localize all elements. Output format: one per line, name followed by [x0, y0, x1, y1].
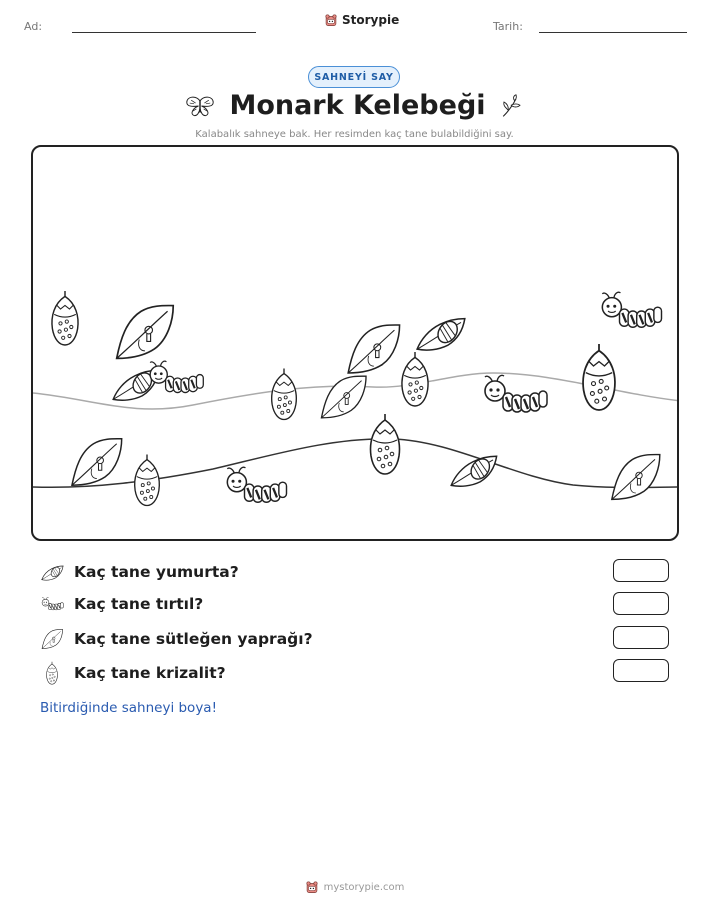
brand-name: Storypie: [342, 13, 400, 27]
coloring-instruction: Bitirdiğinde sahneyi boya!: [40, 700, 217, 716]
milkweed-leaf-1: [117, 306, 174, 359]
milkweed-leaf-5: [612, 455, 660, 500]
footer-url[interactable]: mystorypie.com: [323, 881, 405, 893]
caterpillar-icon: [40, 595, 64, 613]
butterfly-icon: [185, 95, 215, 117]
mascot-icon: [305, 880, 319, 894]
question-eggs: [40, 562, 239, 582]
counting-scene: [31, 145, 679, 541]
chrysalis-4: [371, 414, 400, 474]
page-subtitle: Kalabalık sahneye bak. Her resimden kaç tane bulabildiğini say.: [195, 129, 514, 140]
egg-on-leaf-3: [451, 455, 496, 486]
chrysalis-6: [135, 455, 160, 506]
egg-icon: [40, 562, 64, 582]
milkweed-sprig-icon: [500, 94, 524, 118]
answer-box-leaves[interactable]: [613, 626, 669, 649]
milkweed-leaf-2: [348, 325, 399, 373]
date-label: Tarih:: [493, 20, 523, 33]
milkweed-leaf-icon: [40, 628, 64, 650]
mascot-icon: [324, 13, 338, 27]
answer-box-eggs[interactable]: [613, 559, 669, 582]
answer-box-chrysalises[interactable]: [613, 659, 669, 682]
chrysalis-icon: [40, 661, 64, 685]
chrysalis-3: [402, 352, 428, 406]
caterpillar-2: [485, 375, 547, 412]
answer-box-caterpillars[interactable]: [613, 592, 669, 615]
date-field-line[interactable]: [539, 32, 687, 33]
question-text: Kaç tane sütleğen yaprağı?: [74, 630, 313, 648]
milkweed-leaf-3: [321, 376, 366, 418]
chrysalis-1: [52, 291, 78, 345]
milkweed-leaf-4: [72, 439, 122, 485]
caterpillar-1: [150, 361, 203, 392]
question-text: Kaç tane tırtıl?: [74, 595, 204, 613]
question-text: Kaç tane krizalit?: [74, 664, 226, 682]
name-label: Ad:: [24, 20, 43, 33]
title-row: [0, 90, 709, 121]
question-leaves: [40, 628, 313, 650]
lower-hill-line: [33, 439, 679, 488]
chrysalis-5: [583, 344, 615, 410]
scene-illustration: [33, 147, 679, 541]
question-chrysalises: [40, 661, 226, 685]
footer: [0, 880, 709, 894]
activity-badge: SAHNEYİ SAY: [308, 66, 400, 88]
caterpillar-3: [602, 292, 661, 327]
egg-on-leaf-2: [417, 318, 465, 350]
question-text: Kaç tane yumurta?: [74, 563, 239, 581]
caterpillar-4: [227, 467, 286, 502]
name-field-line[interactable]: [72, 32, 256, 33]
page-title: Monark Kelebeği: [229, 90, 486, 121]
question-caterpillars: [40, 595, 203, 613]
chrysalis-2: [272, 369, 297, 420]
brand-logo: [324, 13, 399, 27]
